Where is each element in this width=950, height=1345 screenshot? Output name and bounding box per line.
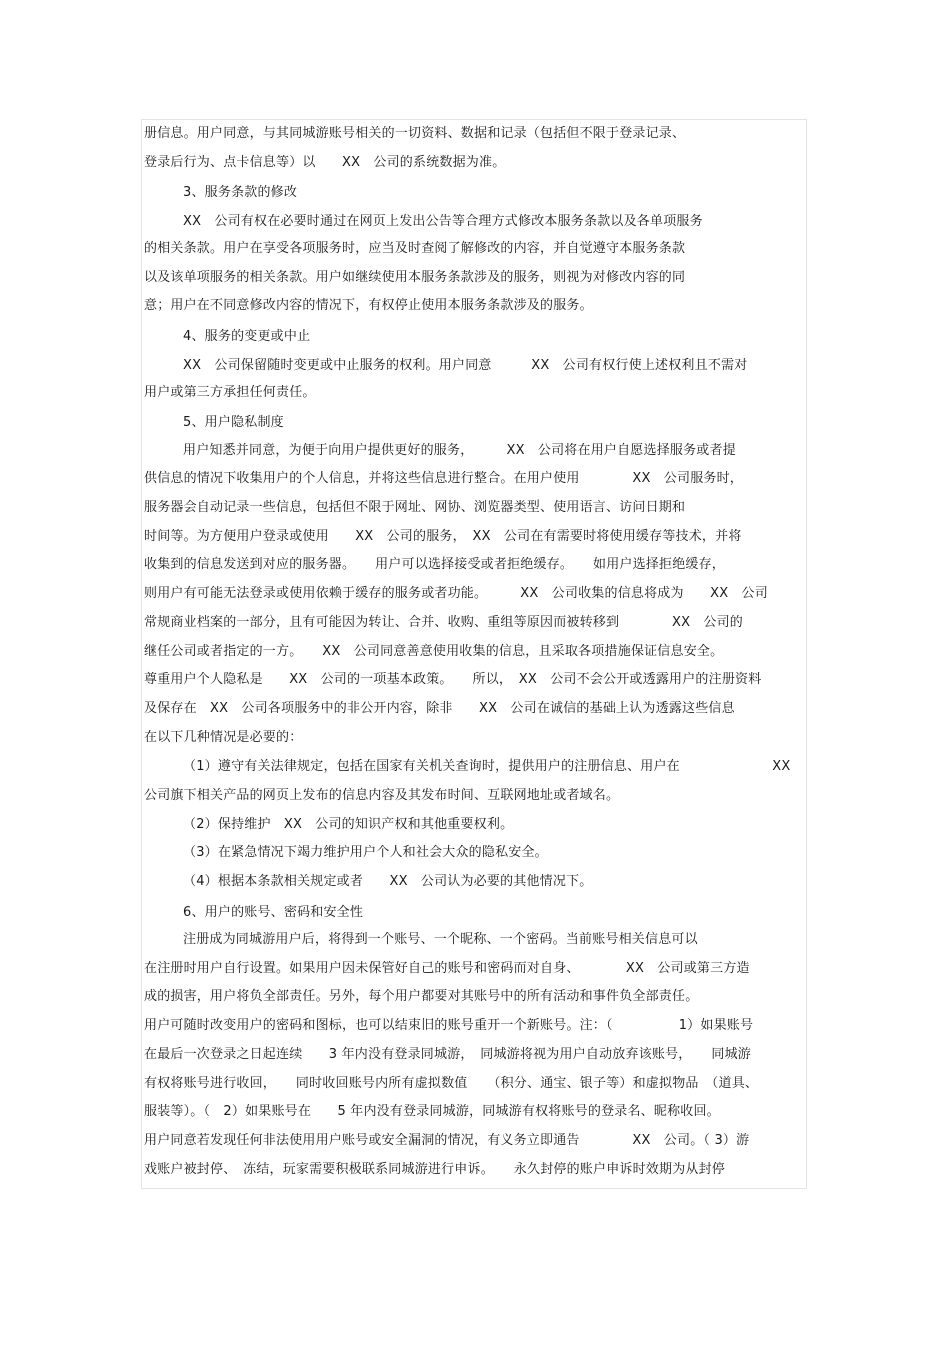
- text-line: 继任公司或者指定的一方。 XX 公司同意善意使用收集的信息，且采取各项措施保证信息安全。: [144, 644, 724, 659]
- section-heading-3: 3、服务条款的修改: [183, 185, 298, 200]
- section-heading-4: 4、服务的变更或中止: [183, 329, 311, 344]
- text-line: 登录后行为、点卡信息等）以 XX 公司的系统数据为准。: [144, 155, 506, 170]
- text-line: 册信息。用户同意，与其同城游账号相关的一切资料、数据和记录（包括但不限于登录记录、: [144, 126, 686, 141]
- text-line: 服务器会自动记录一些信息，包括但不限于网址、网协、浏览器类型、使用语言、访问日期和: [144, 500, 686, 515]
- text-line: 在注册时用户自行设置。如果用户因未保管好自己的账号和密码而对自身、 XX 公司或第三方造: [144, 961, 750, 976]
- text-line: 时间等。为方便用户登录或使用 XX 公司的服务， XX 公司在有需要时将使用缓存等技术，并将: [144, 529, 742, 544]
- text-line: 用户或第三方承担任何责任。: [144, 385, 316, 400]
- text-line: 服装等）。（ 2）如果账号在 5 年内没有登录同城游，同城游有权将账号的登录名、昵称收回。: [144, 1104, 720, 1119]
- text-line: XX 公司有权在必要时通过在网页上发出公告等合理方式修改本服务条款以及各单项服务: [183, 214, 703, 229]
- text-line: 常规商业档案的一部分，且有可能因为转让、合并、收购、重组等原因而被转移到 XX 公司的: [144, 615, 744, 630]
- text-line: 及保存在 XX 公司各项服务中的非公开内容，除非 XX 公司在诚信的基础上认为透露这些信息: [144, 701, 735, 716]
- list-item-1: （1）遵守有关法律规定，包括在国家有关机关查询时，提供用户的注册信息、用户在 XX: [183, 759, 791, 774]
- text-line: 公司旗下相关产品的网页上发布的信息内容及其发布时间、互联网地址或者域名。: [144, 788, 620, 803]
- text-line: 在以下几种情况是必要的：: [144, 730, 303, 745]
- list-item-3: （3）在紧急情况下竭力维护用户个人和社会大众的隐私安全。: [183, 845, 548, 860]
- section-heading-5: 5、用户隐私制度: [183, 415, 284, 430]
- list-item-4: （4）根据本条款相关规定或者 XX 公司认为必要的其他情况下。: [183, 874, 593, 889]
- list-item-2: （2）保持维护 XX 公司的知识产权和其他重要权利。: [183, 817, 514, 832]
- text-line: 戏账户被封停、 冻结，玩家需要积极联系同城游进行申诉。 永久封停的账户申诉时效期为从封停: [144, 1162, 726, 1177]
- text-line: 以及该单项服务的相关条款。用户如继续使用本服务条款涉及的服务，则视为对修改内容的同: [144, 270, 686, 285]
- text-line: 供信息的情况下收集用户的个人信息，并将这些信息进行整合。在用户使用 XX 公司服务时，: [144, 471, 744, 486]
- text-line: XX 公司保留随时变更或中止服务的权利。用户同意 XX 公司有权行使上述权利且不需对: [183, 358, 748, 373]
- text-line: 尊重用户个人隐私是 XX 公司的一项基本政策。 所以， XX 公司不会公开或透露用户的注册资料: [144, 672, 762, 687]
- text-line: 则用户有可能无法登录或使用依赖于缓存的服务或者功能。 XX 公司收集的信息将成为 XX 公司: [144, 586, 768, 601]
- text-line: 在最后一次登录之日起连续 3 年内没有登录同城游， 同城游将视为用户自动放弃该账号， 同城游: [144, 1047, 752, 1062]
- text-line: 成的损害，用户将负全部责任。另外，每个用户都要对其账号中的所有活动和事件负全部责任。: [144, 989, 699, 1004]
- text-line: 注册成为同城游用户后，将得到一个账号、一个昵称、一个密码。当前账号相关信息可以: [183, 932, 698, 947]
- text-line: 的相关条款。用户在享受各项服务时，应当及时查阅了解修改的内容，并自觉遵守本服务条款: [144, 241, 686, 256]
- text-line: 意；用户在不同意修改内容的情况下，有权停止使用本服务条款涉及的服务。: [144, 298, 593, 313]
- text-line: 有权将账号进行收回， 同时收回账号内所有虚拟数值 （积分、通宝、银子等）和虚拟物品 （道具、: [144, 1076, 759, 1091]
- text-line: 用户同意若发现任何非法使用用户账号或安全漏洞的情况，有义务立即通告 XX 公司。（ 3）游: [144, 1133, 750, 1148]
- text-line: 收集到的信息发送到对应的服务器。 用户可以选择接受或者拒绝缓存。 如用户选择拒绝缓存，: [144, 557, 726, 572]
- text-line: 用户知悉并同意，为便于向用户提供更好的服务， XX 公司将在用户自愿选择服务或者提: [183, 443, 736, 458]
- text-line: 用户可随时改变用户的密码和图标，也可以结束旧的账号重开一个新账号。注：（ 1）如果账号: [144, 1018, 754, 1033]
- section-heading-6: 6、用户的账号、密码和安全性: [183, 905, 364, 920]
